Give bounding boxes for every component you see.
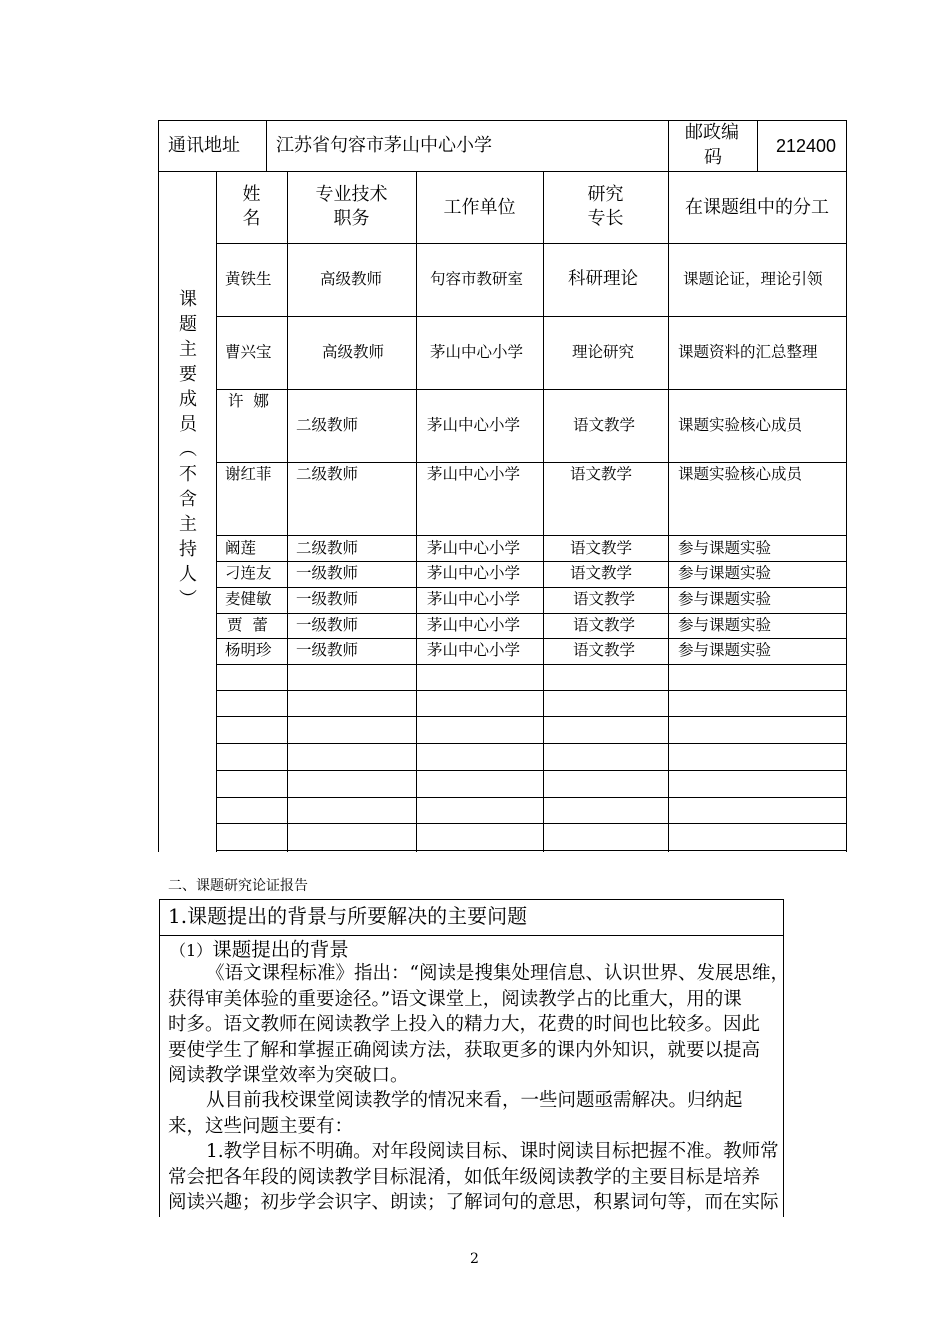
section-heading: 二、课题研究论证报告 [168,878,308,894]
divider [757,120,758,172]
member-name: 许 娜 [228,392,269,410]
member-specialty: 语文教学 [573,590,636,608]
paragraph-2: 从目前我校课堂阅读教学的情况来看，一些问题亟需解决。归纳起 来，这些问题主要有： [168,1090,743,1137]
header-name: 姓 名 [242,184,261,229]
member-specialty: 语文教学 [573,641,636,659]
report-box-left [159,935,160,1217]
report-title: 1.课题提出的背景与所要解决的主要问题 [168,904,528,928]
row-line [216,316,847,317]
divider [543,172,544,852]
member-role: 课题论证，理论引领 [683,270,823,288]
member-title: 一级教师 [296,616,359,634]
member-role: 参与课题实验 [678,616,772,634]
member-role: 参与课题实验 [678,641,772,659]
paragraph-3: 1.教学目标不明确。对年段阅读目标、课时阅读目标把握不准。教师常 常会把各年段的阅读教学目标混淆，如低年级阅读教学的主要目标是培养 阅读兴趣；初步学会识字、朗读；了解词句的意思，积累词句等，而在实际 [168,1141,779,1213]
row-line [216,462,847,463]
member-unit: 句容市教研室 [430,270,524,288]
right-border [846,172,847,852]
member-specialty: 语文教学 [570,539,633,557]
header-title: 专业技术 职务 [315,184,388,229]
member-title: 高级教师 [322,343,385,361]
paragraph-1: 《语文课程标准》指出：“阅读是搜集处理信息、认识世界、发展思维， 获得审美体验的重要途径。”语文课堂上，阅读教学占的比重大，用的课 时多。语文教师在阅读教学上投入的精力大，花费的时间也比较多。因此 要使学生了解和掌握正确阅读方法，获取更多的课内外知识，就要以提高 阅读教学课堂效率为突破口。 [168,963,789,1086]
member-role: 参与课题实验 [678,564,772,582]
member-title: 一级教师 [296,564,359,582]
member-unit: 茅山中心小学 [427,590,521,608]
member-name: 贾 蕾 [227,616,268,634]
member-specialty: 语文教学 [573,416,636,434]
row-line [216,587,847,588]
member-specialty: 语文教学 [573,616,636,634]
member-name: 杨明珍 [225,641,272,659]
member-specialty: 科研理论 [568,269,638,289]
address-label: 通讯地址 [168,135,240,156]
row-line [216,243,847,244]
address-row [158,120,847,172]
member-unit: 茅山中心小学 [427,641,521,659]
member-role: 参与课题实验 [678,590,772,608]
member-name: 曹兴宝 [225,343,272,361]
row-line [216,613,847,614]
row-line [216,638,847,639]
postcode-label: 邮政编 [685,122,739,143]
member-title: 二级教师 [296,465,359,483]
member-name: 谢红菲 [225,465,272,483]
member-specialty: 语文教学 [570,465,633,483]
member-specialty: 理论研究 [572,343,635,361]
row-line [216,770,847,771]
member-title: 一级教师 [296,590,359,608]
member-unit: 茅山中心小学 [427,416,521,434]
header-unit: 工作单位 [443,197,516,218]
row-line [216,716,847,717]
members-side-label: 课 题 主 要 成 员 ︵ 不 含 主 持 人 ︶ [179,289,197,610]
member-role: 课题实验核心成员 [678,465,803,483]
member-title: 一级教师 [296,641,359,659]
row-line [216,797,847,798]
member-unit: 茅山中心小学 [427,564,521,582]
header-role: 在课题组中的分工 [685,197,829,218]
row-line [216,743,847,744]
row-line [216,389,847,390]
member-role: 课题实验核心成员 [678,416,803,434]
member-role: 参与课题实验 [678,539,772,557]
member-unit: 茅山中心小学 [427,539,521,557]
divider [416,172,417,852]
row-line [216,535,847,536]
row-line [216,850,847,851]
divider [668,120,669,172]
member-unit: 茅山中心小学 [427,465,521,483]
postcode-value: 212400 [776,136,837,156]
row-line [216,561,847,562]
row-line [216,823,847,824]
member-role: 课题资料的汇总整理 [678,343,818,361]
sub-title: （1）课题提出的背景 [170,938,349,961]
row-line [216,690,847,691]
divider [287,172,288,852]
member-name: 黄铁生 [225,270,272,288]
left-border [158,172,159,852]
member-title: 二级教师 [296,539,359,557]
page-number: 2 [470,1251,479,1267]
divider [668,172,669,852]
member-name: 刁连友 [225,564,272,582]
row-line [216,664,847,665]
member-title: 二级教师 [296,416,359,434]
member-title: 高级教师 [320,270,383,288]
address-value: 江苏省句容市茅山中心小学 [276,135,492,156]
member-name: 阚莲 [225,539,257,557]
postcode-label: 码 [704,147,722,168]
member-specialty: 语文教学 [570,564,633,582]
member-unit: 茅山中心小学 [430,343,524,361]
member-unit: 茅山中心小学 [427,616,521,634]
divider [216,172,217,852]
divider [266,120,267,172]
header-specialty: 研究 专长 [587,184,624,229]
member-name: 麦健敏 [225,590,272,608]
